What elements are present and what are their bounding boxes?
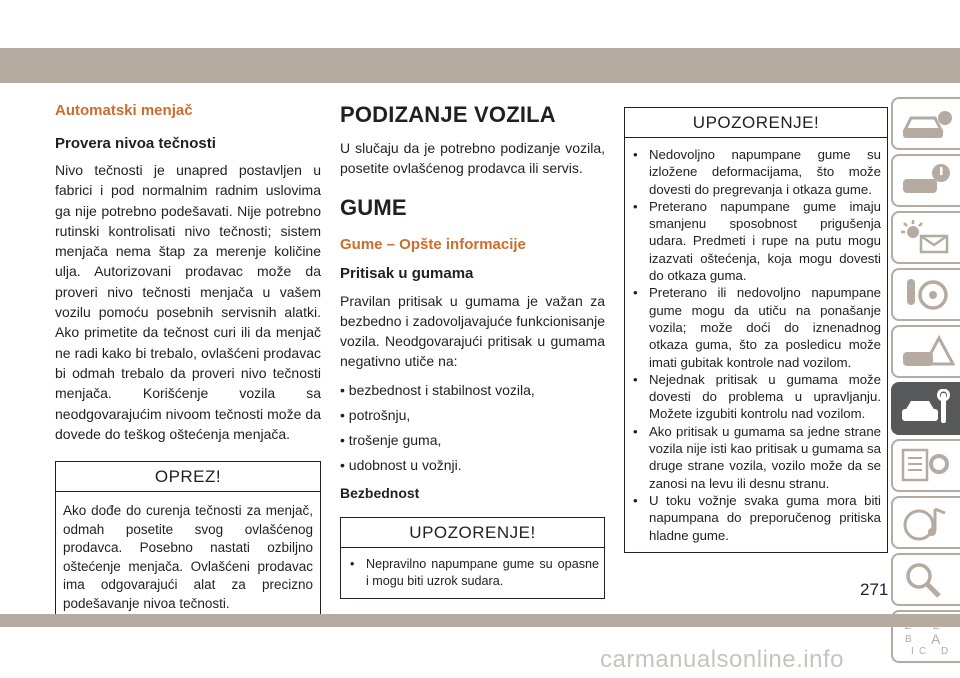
- warning-item: • Ako pritisak u gumama sa jedne strane vozila nije isti kao pritisak u gumama sa druge strane vozila, vozilo može da se zanosi na levu ili desnu stranu.: [629, 423, 881, 492]
- car-wrench-icon: [899, 389, 955, 429]
- index-letter: I: [911, 646, 914, 657]
- warning-car-icon: [899, 161, 955, 201]
- warning-item: • U toku vožnje svaka guma mora biti napumpana do preporučenog pritiska hladne gume.: [629, 492, 881, 544]
- pressure-heading: Pritisak u gumama: [340, 264, 474, 282]
- page-number: 271: [860, 580, 889, 599]
- warning-item: • Nedovoljno napumpane gume su izložene deformacijama, što može dovesti do pregrevanja i otkaza gume.: [629, 146, 881, 198]
- tires-heading: GUME: [340, 194, 407, 220]
- tab-seat-airbag[interactable]: [891, 268, 960, 321]
- seat-airbag-icon: [899, 275, 955, 315]
- watermark: carmanualsonline.info: [600, 646, 844, 673]
- chapter-tabs: [891, 97, 960, 667]
- top-band: [0, 48, 960, 83]
- warning-item: • Nejednak pritisak u gumama može dovesti do problema u upravljanju. Možete izgubiti kontrolu nad vozilom.: [629, 371, 881, 423]
- pressure-paragraph: Pravilan pritisak u gumama je važan za bezbedno i zadovoljavajuće funkcionisanje vozila. Neodgovarajući pritisak u gumama negativno utiče na:: [340, 292, 605, 370]
- caution-text: Ako dođe do curenja tečnosti za menjač, odmah posetite svog ovlašćenog prodavca. Posebno nastati ozbiljno oštećenje menjača. Ovlašćeni prodavac ima odgovarajući alat za precizno podešavanje nivoa tečnosti.: [63, 503, 313, 611]
- warning-item: • Preterano ili nedovoljno napumpane gume mogu da utiču na ponašanje vozila; može doći do iznenadnog otkaza guma, što za posledicu može imati gubitak kontrole nad vozilom.: [629, 284, 881, 370]
- column-right: [624, 107, 888, 553]
- bullet-item: • trošenje guma,: [340, 431, 442, 448]
- caution-box: [55, 461, 321, 622]
- search-icon: [899, 560, 955, 600]
- tab-service-maintenance[interactable]: [891, 382, 960, 435]
- tab-specifications[interactable]: [891, 439, 960, 492]
- tab-hazard[interactable]: [891, 325, 960, 378]
- bullet-item: • bezbednost i stabilnost vozila,: [340, 381, 535, 398]
- warning-item: • Preterano napumpane gume imaju smanjenu sposobnost prigušenja udara. Predmeti i rupe na putu mogu izazvati oštećenja, koja mogu dovesti do otkaza guma.: [629, 198, 881, 284]
- section-heading: Automatski menjač: [55, 102, 193, 119]
- sub-heading: Provera nivoa tečnosti: [55, 135, 216, 152]
- paragraph: Nivo tečnosti je unapred postavljen u fabrici i pod normalnim radnim uslovima ga nije potrebno podešavati. Nije potrebno rutinski kontrolisati nivo tečnosti; sistem menjača nema štap za merenje količine ulja. Autorizovani prodavac može da proveri nivo tečnosti menjača u vašem vozilu pomoću posebnih servisnih alatki. Ako primetite da tečnost curi ili da menjač ne radi kako bi trebalo, ovlašćeni prodavac bi odmah trebalo da proveri nivo tečnosti menjača. Korišćenje vozila sa neodgovarajućim nivoom tečnosti može da dovede do teškog oštećenja menjača.: [55, 162, 321, 442]
- multimedia-icon: [899, 503, 955, 543]
- safety-heading: Bezbednost: [340, 484, 420, 501]
- index-letter: B: [905, 634, 912, 645]
- index-letter: C: [919, 646, 927, 657]
- bullet-item: • udobnost u vožnji.: [340, 456, 462, 473]
- column-middle: [340, 100, 605, 599]
- warning-box-tires: [340, 517, 605, 600]
- tires-subheading: Gume – Opšte informacije: [340, 235, 526, 253]
- tab-dashboard-lights[interactable]: [891, 211, 960, 264]
- bullet-item: • potrošnju,: [340, 406, 411, 423]
- index-letter: A: [931, 631, 941, 647]
- main-paragraph: U slučaju da je potrebno podizanje vozila, posetite ovlašćenog prodavca ili servis.: [340, 140, 605, 177]
- index-letter: D: [941, 646, 949, 657]
- tab-car-info[interactable]: [891, 97, 960, 150]
- bottom-band: [0, 614, 960, 627]
- caution-title: OPREZ!: [56, 462, 320, 492]
- car-info-icon: [899, 104, 955, 144]
- warning-title: UPOZORENJE!: [341, 518, 604, 548]
- hazard-triangle-icon: [899, 332, 955, 372]
- column-left: [55, 100, 321, 622]
- tab-warning-car[interactable]: [891, 154, 960, 207]
- dashboard-lights-icon: [899, 218, 955, 258]
- tab-search[interactable]: [891, 553, 960, 606]
- tab-multimedia[interactable]: [891, 496, 960, 549]
- warning-title: UPOZORENJE!: [625, 108, 887, 138]
- warning-item: • Nepravilno napumpane gume su opasne i mogu biti uzrok sudara.: [346, 556, 599, 591]
- main-heading: PODIZANJE VOZILA: [340, 102, 556, 127]
- warning-box-pressure: [624, 107, 888, 553]
- specifications-icon: [899, 446, 955, 486]
